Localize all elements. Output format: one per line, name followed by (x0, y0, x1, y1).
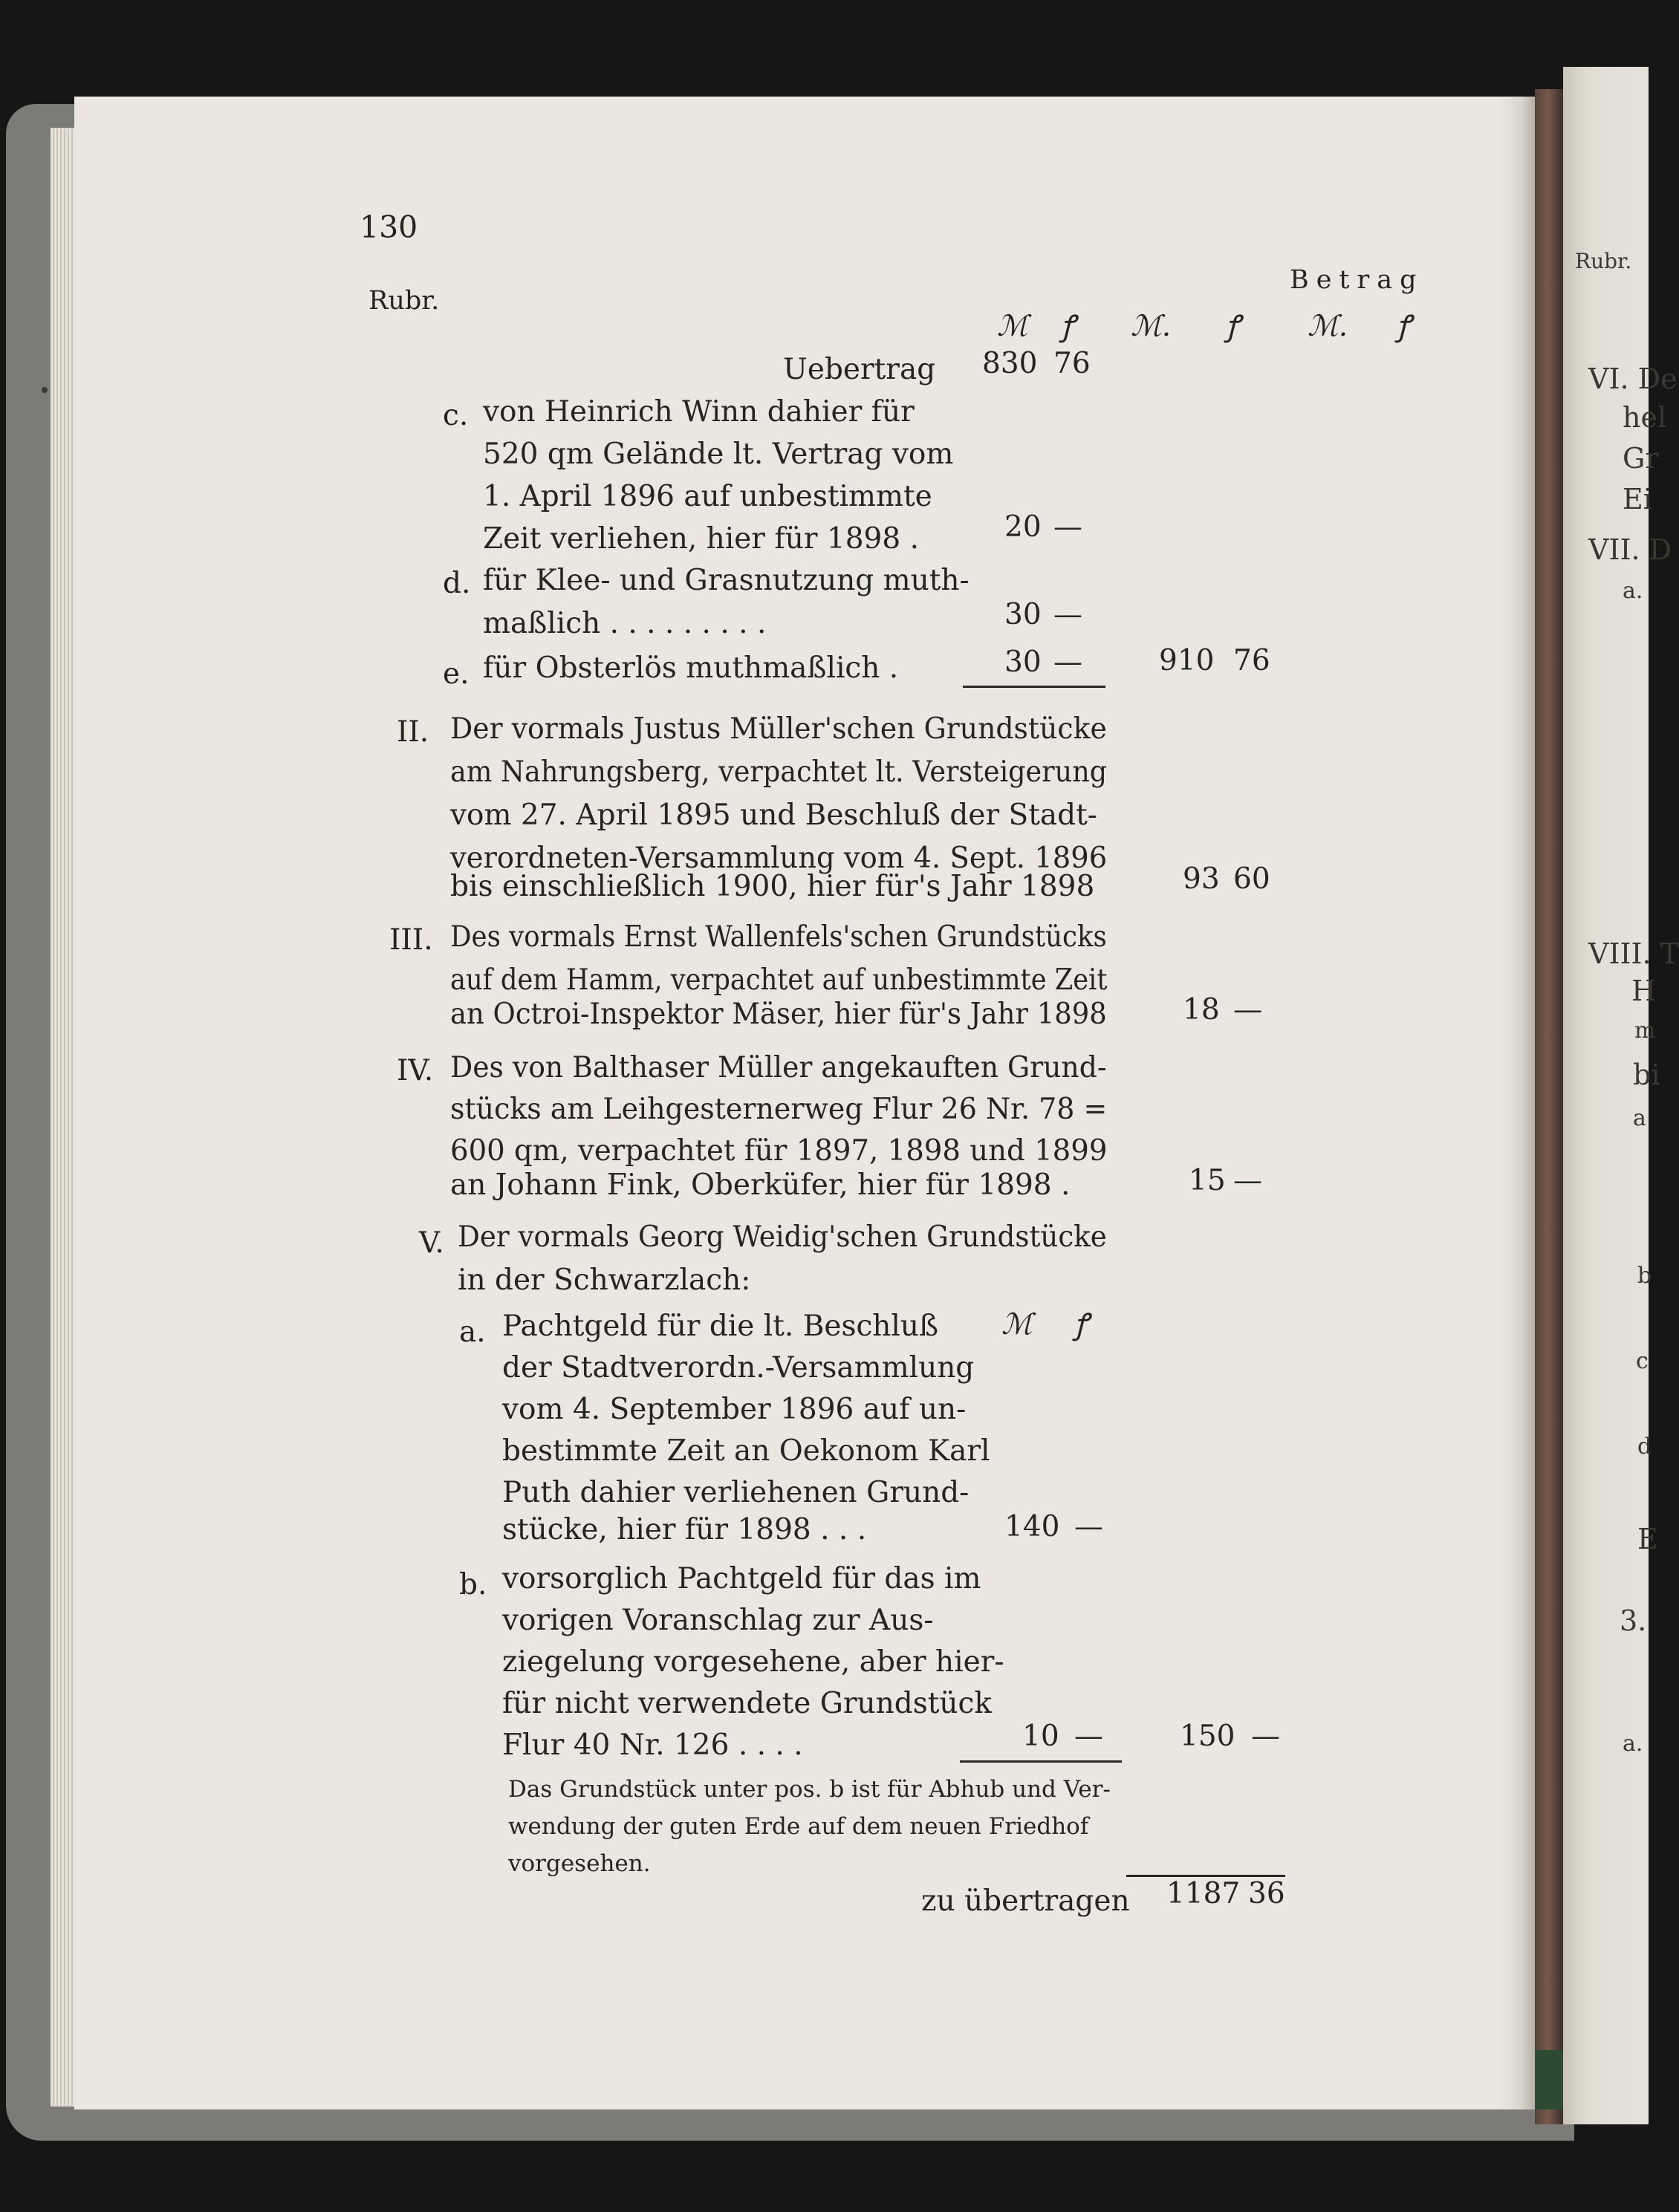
amount-pfennig: 76 (1053, 347, 1091, 380)
amount-mark: 18 (1183, 993, 1220, 1027)
amount-pfennig: — (1233, 1164, 1262, 1197)
entry-marker: e. (443, 657, 470, 691)
next-page-fragment: Gr (1623, 442, 1659, 475)
entry-line: der Stadtverordn.-Versammlung (502, 1351, 975, 1385)
next-page-fragment: hel (1623, 401, 1667, 434)
book-spine (1535, 89, 1563, 2124)
carried-over-label: Uebertrag (783, 353, 936, 386)
entry-line: Des von Balthaser Müller angekauften Grund- (450, 1051, 1107, 1084)
next-page-fragment: VIII. T (1588, 937, 1679, 970)
entry-line: bestimmte Zeit an Oekonom Karl (502, 1434, 990, 1468)
next-page-fragment: m (1634, 1018, 1656, 1044)
entry-line: 520 qm Gelände lt. Vertrag vom (483, 437, 954, 471)
currency-header-mark: ℳ. (1131, 310, 1172, 343)
amount-pfennig: — (1074, 1720, 1103, 1753)
amount-mark: 10 (1022, 1720, 1059, 1753)
carry-forward-label: zu übertragen (921, 1884, 1130, 1918)
amount-pfennig: — (1053, 645, 1082, 679)
entry-line: für nicht verwendete Grundstück (502, 1687, 993, 1720)
amount-pfennig: 60 (1233, 862, 1270, 896)
entry-line: Zeit verliehen, hier für 1898 . (483, 522, 919, 556)
next-page-fragment: a (1633, 1105, 1646, 1131)
entry-line: an Octroi-Inspektor Mäser, hier für's Jahr 1898 (450, 998, 1107, 1031)
amount-mark: 20 (1004, 510, 1042, 544)
entry-marker: V. (419, 1226, 444, 1260)
entry-line: auf dem Hamm, verpachtet auf unbestimmte Zeit (450, 963, 1108, 997)
amount-mark: 30 (1004, 598, 1042, 631)
page-number: 130 (360, 209, 418, 245)
entry-marker: b. (459, 1568, 487, 1601)
entry-line: vorsorglich Pachtgeld für das im (502, 1562, 981, 1595)
entry-marker: c. (443, 399, 469, 432)
sub-currency-header-mark: ℳ (1001, 1308, 1033, 1341)
next-page-fragment: E (1637, 1523, 1658, 1555)
page-gutter (1501, 97, 1535, 2109)
currency-header-pfennig: ꝭ (1397, 310, 1411, 343)
next-page-fragment: c (1636, 1348, 1649, 1374)
entry-line: Puth dahier verliehenen Grund- (502, 1476, 970, 1509)
column-header-betrag: Betrag (1290, 265, 1424, 295)
entry-line: vorigen Voranschlag zur Aus- (502, 1604, 934, 1637)
total-pfennig: 76 (1233, 644, 1270, 677)
entry-line: Pachtgeld für die lt. Beschluß (502, 1310, 939, 1343)
next-page-fragment: VII. D (1588, 533, 1672, 566)
entry-line: stücke, hier für 1898 . . . (502, 1513, 867, 1546)
entry-marker: II. (397, 715, 429, 749)
carry-forward-pfennig: 36 (1248, 1877, 1285, 1910)
next-page-fragment: bi (1633, 1058, 1660, 1091)
total-mark: 910 (1159, 644, 1215, 677)
entry-line: von Heinrich Winn dahier für (483, 395, 915, 429)
entry-line: verordneten-Versammlung vom 4. Sept. 1896 (450, 842, 1108, 875)
amount-mark: 140 (1004, 1510, 1060, 1543)
entry-marker: d. (443, 567, 471, 600)
next-page-fragment: a. (1623, 578, 1643, 604)
entry-line: an Johann Fink, Oberküfer, hier für 1898 . (450, 1168, 1071, 1202)
footnote-line: wendung der guten Erde auf dem neuen Friedhof (508, 1813, 1089, 1840)
entry-line: für Klee- und Grasnutzung muth- (483, 564, 970, 597)
entry-marker: IV. (397, 1054, 434, 1087)
currency-header-pfennig: ꝭ (1226, 310, 1240, 343)
entry-line: am Nahrungsberg, verpachtet lt. Versteigerung (450, 755, 1108, 789)
entry-line: vom 4. September 1896 auf un- (502, 1393, 967, 1426)
entry-line: ziegelung vorgesehene, aber hier- (502, 1645, 1004, 1679)
next-page-fragment: b (1637, 1263, 1652, 1289)
subtotal-rule (960, 1760, 1122, 1763)
subtotal-rule (963, 686, 1105, 688)
next-page-fragment: 3. (1620, 1604, 1647, 1637)
entry-line: bis einschließlich 1900, hier für's Jahr 1898 (450, 870, 1095, 903)
entry-marker: a. (459, 1315, 486, 1349)
amount-pfennig: — (1233, 993, 1262, 1027)
entry-marker: III. (389, 923, 433, 957)
amount-mark: 30 (1004, 645, 1042, 679)
entry-line: 600 qm, verpachtet für 1897, 1898 und 1899 (450, 1134, 1108, 1168)
entry-line: Der vormals Justus Müller'schen Grundstücke (450, 712, 1107, 746)
entry-line: Flur 40 Nr. 126 . . . . (502, 1728, 803, 1762)
next-page-fragment: Rubr. (1575, 249, 1632, 273)
next-page-edge (1563, 67, 1679, 2124)
currency-header-mark: ℳ. (1308, 310, 1348, 343)
entry-line: Der vormals Georg Weidig'schen Grundstücke (458, 1220, 1107, 1254)
entry-line: 1. April 1896 auf unbestimmte (483, 480, 932, 513)
margin-mark (42, 387, 48, 393)
entry-line: Des vormals Ernst Wallenfels'schen Grundstücks (450, 920, 1107, 954)
entry-line: stücks am Leihgesternerweg Flur 26 Nr. 78 = (450, 1093, 1108, 1126)
total-pfennig: — (1251, 1720, 1280, 1753)
entry-line: maßlich . . . . . . . . . (483, 607, 767, 640)
next-page-fragment: H (1631, 975, 1657, 1007)
carry-forward-mark: 1187 (1166, 1877, 1241, 1910)
amount-pfennig: — (1074, 1510, 1103, 1543)
currency-header-mark: ℳ (997, 310, 1028, 343)
next-page-fragment: d (1637, 1434, 1652, 1460)
next-page-fragment: Ei (1623, 483, 1652, 515)
entry-line: vom 27. April 1895 und Beschluß der Stadt- (450, 798, 1097, 832)
next-page-fragment: VI. De (1588, 362, 1678, 395)
next-page-fragment: a. (1623, 1731, 1643, 1757)
total-mark: 150 (1180, 1720, 1235, 1753)
amount-mark: 15 (1189, 1164, 1226, 1197)
amount-pfennig: — (1053, 510, 1082, 544)
amount-mark: 830 (982, 347, 1038, 380)
footnote-line: vorgesehen. (508, 1850, 651, 1877)
sub-currency-header-pfennig: ꝭ (1074, 1308, 1088, 1341)
currency-header-pfennig: ꝭ (1061, 310, 1075, 343)
amount-pfennig: — (1053, 598, 1082, 631)
column-header-rubr: Rubr. (368, 286, 440, 316)
entry-line: in der Schwarzlach: (458, 1263, 751, 1297)
amount-mark: 93 (1183, 862, 1220, 896)
entry-line: für Obsterlös muthmaßlich . (483, 651, 899, 685)
footnote-line: Das Grundstück unter pos. b ist für Abhub und Ver- (508, 1776, 1111, 1803)
